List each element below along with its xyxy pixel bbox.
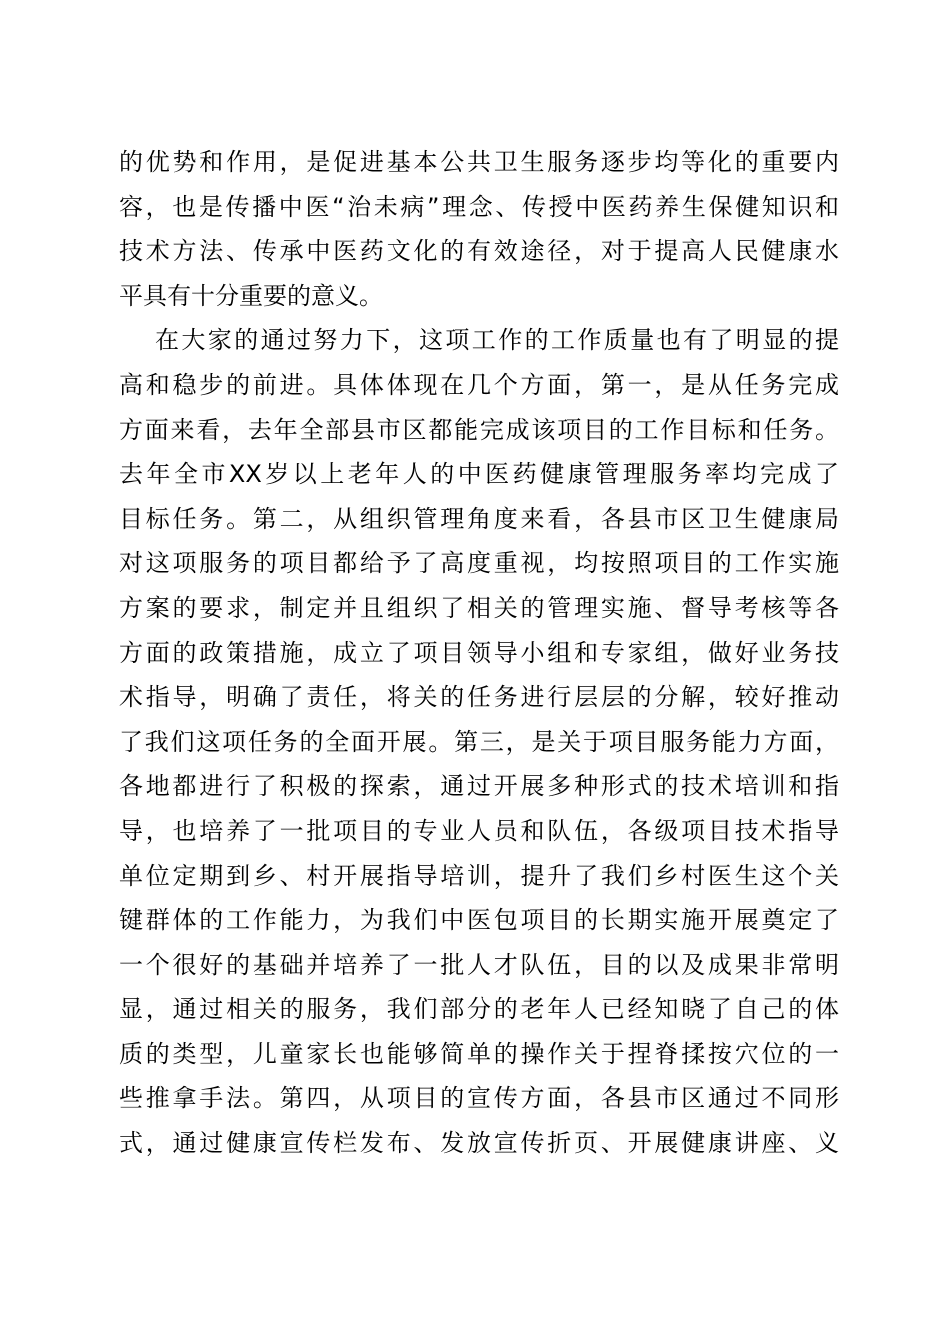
text-line: 显，通过相关的服务，我们部分的老年人已经知晓了自己的体 [119,995,839,1024]
text-line: 单位定期到乡、村开展指导培训，提升了我们乡村医生这个关 [119,861,839,890]
text-line: 容，也是传播中医“治未病”理念、传授中医药养生保健知识和 [119,192,839,221]
text-line: 键群体的工作能力，为我们中医包项目的长期实施开展奠定了 [119,906,839,935]
text-line: 导，也培养了一批项目的专业人员和队伍，各级项目技术指导 [119,816,839,845]
text-line: 目标任务。第二，从组织管理角度来看，各县市区卫生健康局 [119,504,839,533]
text-line: 方面来看，去年全部县市区都能完成该项目的工作目标和任务。 [119,415,839,444]
text-line: 的优势和作用，是促进基本公共卫生服务逐步均等化的重要内 [119,148,839,176]
text-line: 高和稳步的前进。具体体现在几个方面，第一，是从任务完成 [119,370,839,399]
text-line: 去年全市XX岁以上老年人的中医药健康管理服务率均完成了 [119,460,839,489]
text-line: 对这项服务的项目都给予了高度重视，均按照项目的工作实施 [119,549,839,578]
text-line: 术指导，明确了责任，将关的任务进行层层的分解，较好推动 [119,683,839,712]
text-line: 式，通过健康宣传栏发布、发放宣传折页、开展健康讲座、义 [119,1129,839,1158]
text-line: 平具有十分重要的意义。 [119,281,383,310]
body-text [119,140,839,1166]
text-line: 各地都进行了积极的探索，通过开展多种形式的技术培训和指 [119,772,839,801]
text-line: 方案的要求，制定并且组织了相关的管理实施、督导考核等各 [119,593,839,622]
text-line: 技术方法、传承中医药文化的有效途径，对于提高人民健康水 [119,237,839,266]
text-line: 一个很好的基础并培养了一批人才队伍，目的以及成果非常明 [119,950,839,979]
text-line: 些推拿手法。第四，从项目的宣传方面，各县市区通过不同形 [119,1084,839,1113]
paragraph-first-line: 在大家的通过努力下，这项工作的工作质量也有了明显的提 [155,326,839,355]
text-line: 质的类型，儿童家长也能够简单的操作关于捏脊揉按穴位的一 [119,1039,839,1068]
text-line: 了我们这项任务的全面开展。第三，是关于项目服务能力方面， [119,727,839,756]
text-line: 方面的政策措施，成立了项目领导小组和专家组，做好业务技 [119,638,839,667]
